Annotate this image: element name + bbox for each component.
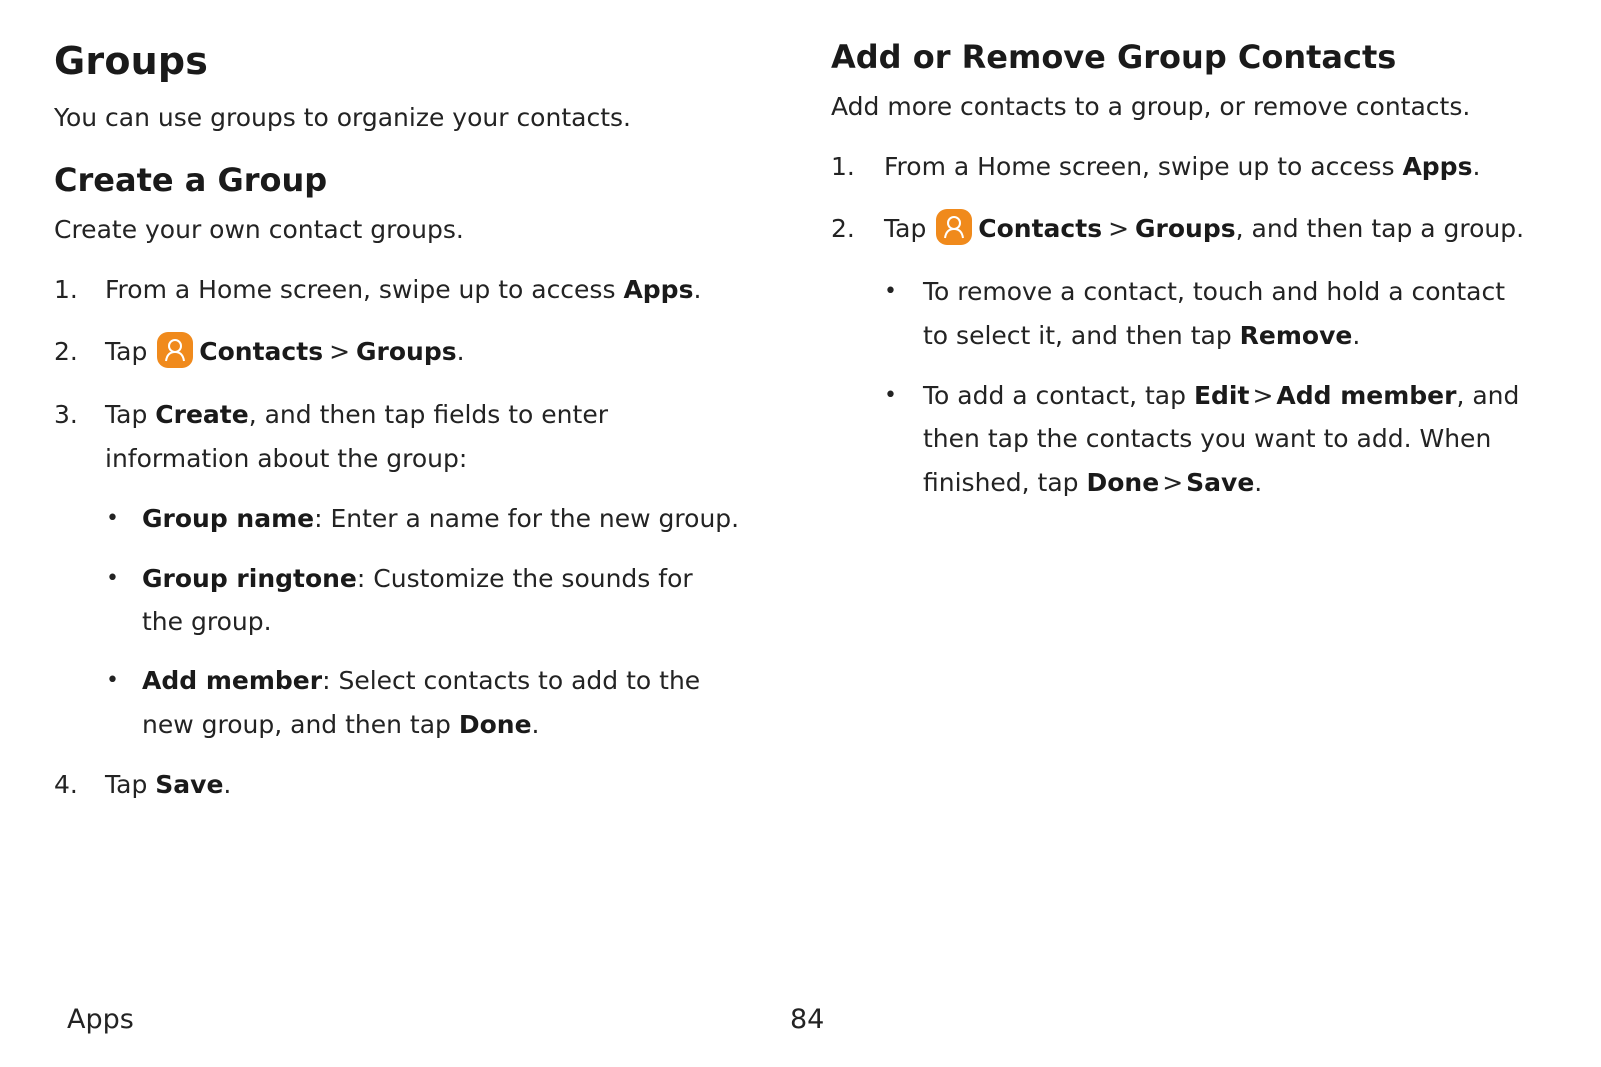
groups-intro: You can use groups to organize your contacts. — [54, 103, 631, 132]
bullet: • — [884, 383, 897, 408]
bullet: • — [106, 566, 119, 591]
create-step-3-line2: information about the group: — [105, 444, 468, 473]
add-remove-heading: Add or Remove Group Contacts — [831, 38, 1397, 76]
create-step-3: Tap Create, and then tap fields to enter — [105, 400, 608, 429]
chevron-right-icon: > — [1252, 381, 1274, 410]
create-step-4: Tap Save. — [105, 770, 232, 799]
bullet-group-ringtone-line2: the group. — [142, 607, 272, 636]
contacts-app-icon — [157, 332, 193, 368]
bullet: • — [106, 506, 119, 531]
remove-step-1: From a Home screen, swipe up to access Apps. — [884, 152, 1481, 181]
create-group-intro: Create your own contact groups. — [54, 215, 464, 244]
bullet: • — [106, 668, 119, 693]
page-number: 84 — [790, 1004, 825, 1035]
bullet-add-member: Add member: Select contacts to add to the — [142, 666, 701, 695]
create-step-2: Tap Contacts > Groups. — [105, 330, 465, 374]
step-number: 1. — [831, 152, 855, 181]
remove-step-2: Tap Contacts > Groups, and then tap a group. — [884, 207, 1524, 251]
bullet-group-name: Group name: Enter a name for the new group. — [142, 504, 740, 533]
step-number: 4. — [54, 770, 78, 799]
bullet-remove-contact: To remove a contact, touch and hold a contact — [923, 277, 1506, 306]
create-group-heading: Create a Group — [54, 161, 328, 199]
step-number: 2. — [831, 214, 855, 243]
step-number: 2. — [54, 337, 78, 366]
step-number: 3. — [54, 400, 78, 429]
footer-section-label: Apps — [67, 1004, 134, 1035]
bullet: • — [884, 279, 897, 304]
bullet-group-ringtone: Group ringtone: Customize the sounds for — [142, 564, 693, 593]
create-step-1: From a Home screen, swipe up to access Apps. — [105, 275, 702, 304]
chevron-right-icon: > — [329, 337, 351, 366]
contacts-app-icon — [936, 209, 972, 245]
bullet-add-contact-line2: then tap the contacts you want to add. When — [923, 424, 1492, 453]
chevron-right-icon: > — [1162, 468, 1184, 497]
chevron-right-icon: > — [1108, 214, 1130, 243]
bullet-remove-contact-line2: to select it, and then tap Remove. — [923, 321, 1361, 350]
bullet-add-contact: To add a contact, tap Edit > Add member, and — [923, 374, 1519, 418]
add-remove-intro: Add more contacts to a group, or remove contacts. — [831, 92, 1471, 121]
page-title: Groups — [54, 39, 209, 83]
bullet-add-contact-line3: finished, tap Done > Save. — [923, 461, 1262, 505]
step-number: 1. — [54, 275, 78, 304]
bullet-add-member-line2: new group, and then tap Done. — [142, 710, 540, 739]
